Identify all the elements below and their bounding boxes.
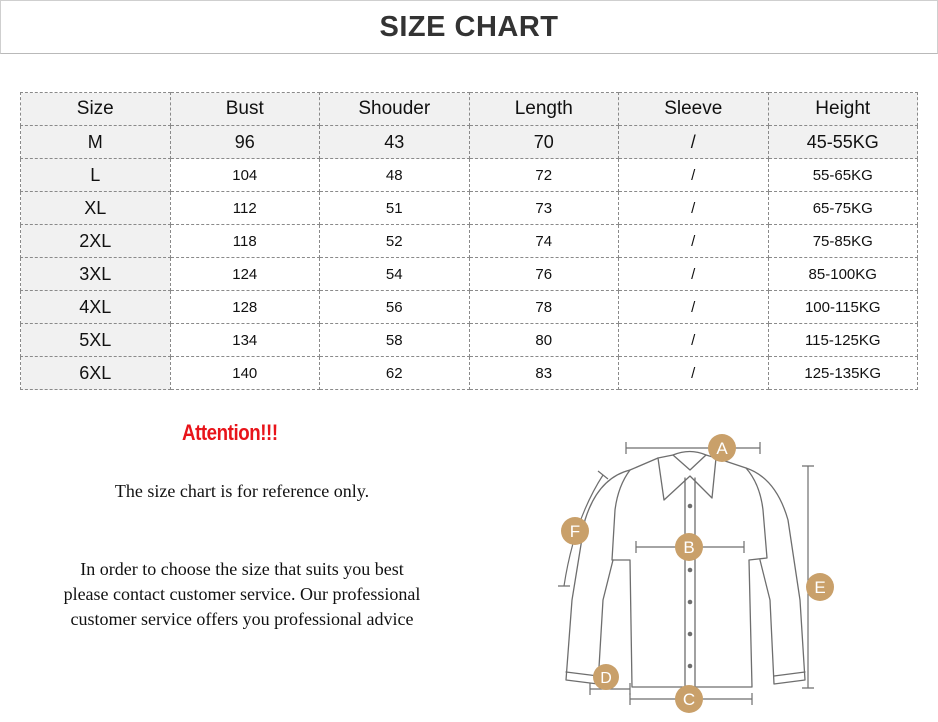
length-cell: 78 <box>469 291 619 324</box>
marker-d-label: D <box>600 670 612 687</box>
reference-note: The size chart is for reference only. <box>114 481 370 501</box>
shoulder-cell: 43 <box>320 126 470 159</box>
page-title: SIZE CHART <box>379 10 559 43</box>
marker-b <box>675 533 703 561</box>
bust-cell: 96 <box>170 126 320 159</box>
marker-f <box>561 517 589 545</box>
marker-a <box>708 434 736 462</box>
column-header-size: Size <box>21 93 171 126</box>
table-row <box>21 258 918 291</box>
advice-line: In order to choose the size that suits you best <box>80 559 404 579</box>
size-cell: 4XL <box>21 291 171 324</box>
marker-f-label: F <box>569 522 581 541</box>
advice-line: please contact customer service. Our professional <box>63 584 421 604</box>
shoulder-cell: 58 <box>320 324 470 357</box>
bust-cell: 112 <box>170 192 320 225</box>
height-cell: 125-135KG <box>768 357 918 390</box>
size-cell: 5XL <box>21 324 171 357</box>
sleeve-cell: / <box>619 225 769 258</box>
shoulder-cell: 51 <box>320 192 470 225</box>
column-header-height: Height <box>768 93 918 126</box>
shoulder-cell: 62 <box>320 357 470 390</box>
table-row <box>21 126 918 159</box>
bust-cell: 118 <box>170 225 320 258</box>
bust-cell: 104 <box>170 159 320 192</box>
column-header-length: Length <box>469 93 619 126</box>
page-header <box>0 0 938 54</box>
size-cell: L <box>21 159 171 192</box>
shoulder-cell: 56 <box>320 291 470 324</box>
height-cell: 55-65KG <box>768 159 918 192</box>
length-cell: 74 <box>469 225 619 258</box>
size-cell: 2XL <box>21 225 171 258</box>
attention-heading: Attention!!! <box>182 420 278 445</box>
marker-c <box>675 685 703 713</box>
measure-lines <box>558 442 814 705</box>
length-cell: 76 <box>469 258 619 291</box>
sleeve-cell: / <box>619 258 769 291</box>
marker-e <box>806 573 834 601</box>
sleeve-cell: / <box>619 324 769 357</box>
column-header-bust: Bust <box>170 93 320 126</box>
length-cell: 80 <box>469 324 619 357</box>
sleeve-cell: / <box>619 291 769 324</box>
shirt-buttons <box>688 504 693 669</box>
length-cell: 72 <box>469 159 619 192</box>
advice-line: customer service offers you professional advice <box>70 609 414 629</box>
marker-c-label: C <box>682 690 696 709</box>
height-cell: 85-100KG <box>768 258 918 291</box>
marker-a-label: A <box>716 439 728 458</box>
bust-cell: 140 <box>170 357 320 390</box>
size-table <box>20 92 918 390</box>
table-row <box>21 357 918 390</box>
height-cell: 45-55KG <box>768 126 918 159</box>
size-cell: 3XL <box>21 258 171 291</box>
size-cell: XL <box>21 192 171 225</box>
marker-e-label: E <box>814 578 826 597</box>
table-row <box>21 159 918 192</box>
sleeve-cell: / <box>619 126 769 159</box>
shoulder-cell: 54 <box>320 258 470 291</box>
marker-d <box>593 664 619 690</box>
length-cell: 73 <box>469 192 619 225</box>
marker-b-label: B <box>683 538 695 557</box>
shoulder-cell: 48 <box>320 159 470 192</box>
advice-note <box>20 557 464 632</box>
table-row <box>21 291 918 324</box>
length-cell: 83 <box>469 357 619 390</box>
height-cell: 100-115KG <box>768 291 918 324</box>
column-header-shoulder: Shouder <box>320 93 470 126</box>
bust-cell: 134 <box>170 324 320 357</box>
height-cell: 75-85KG <box>768 225 918 258</box>
height-cell: 115-125KG <box>768 324 918 357</box>
length-cell: 70 <box>469 126 619 159</box>
table-row <box>21 324 918 357</box>
column-header-sleeve: Sleeve <box>619 93 769 126</box>
table-row <box>21 192 918 225</box>
sleeve-cell: / <box>619 192 769 225</box>
bust-cell: 124 <box>170 258 320 291</box>
shirt-outline <box>566 452 805 688</box>
table-header-row <box>21 93 918 126</box>
table-row <box>21 225 918 258</box>
size-cell: M <box>21 126 171 159</box>
sleeve-cell: / <box>619 357 769 390</box>
shirt-measurement-diagram <box>548 425 938 722</box>
shoulder-cell: 52 <box>320 225 470 258</box>
size-cell: 6XL <box>21 357 171 390</box>
sleeve-cell: / <box>619 159 769 192</box>
bust-cell: 128 <box>170 291 320 324</box>
height-cell: 65-75KG <box>768 192 918 225</box>
